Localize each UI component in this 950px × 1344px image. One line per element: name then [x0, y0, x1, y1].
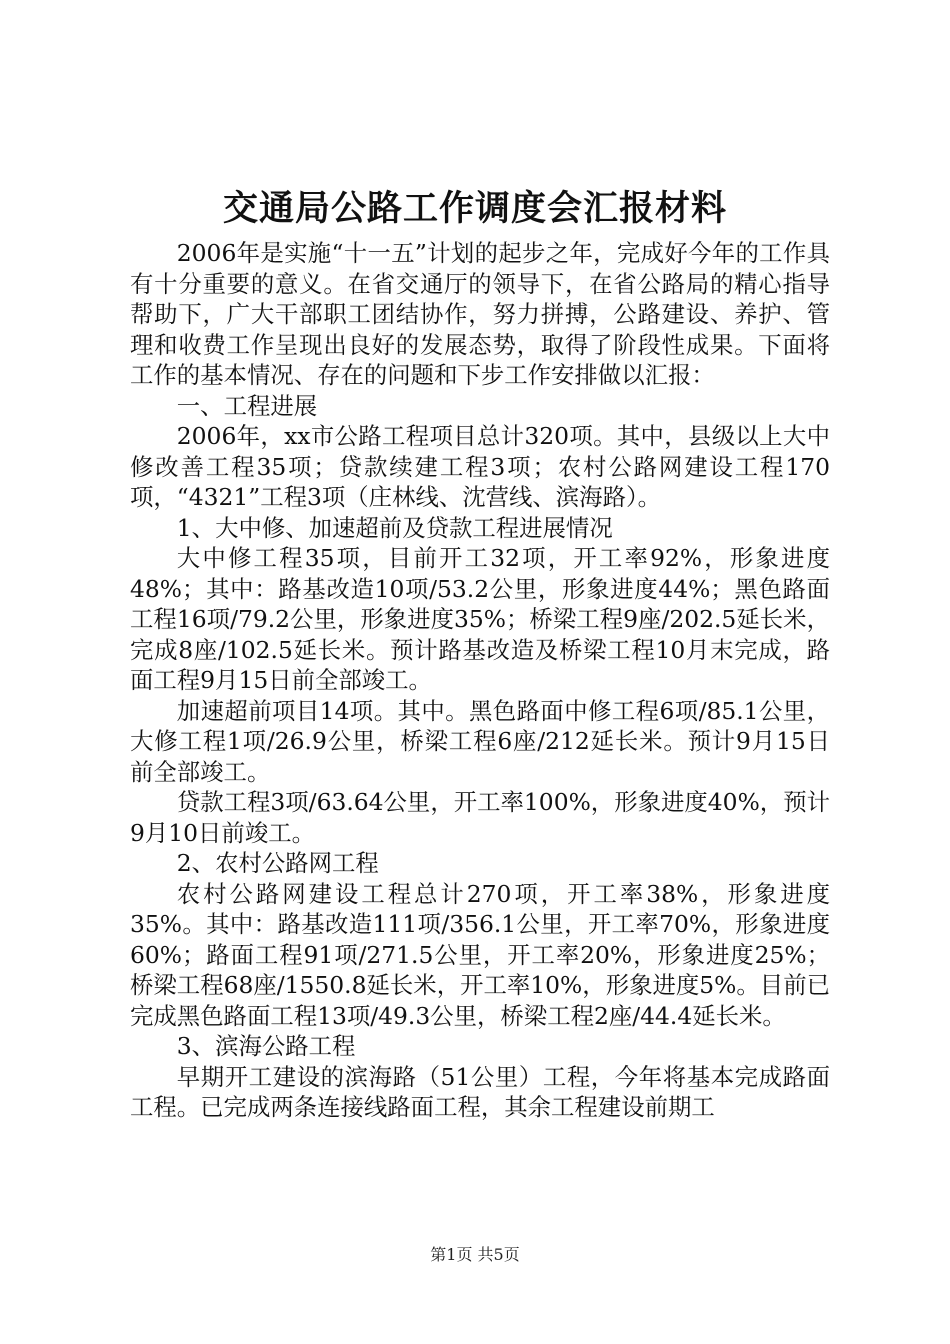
- page-footer: 第1页 共5页: [430, 1245, 520, 1264]
- heading-subsection-1: 1、大中修、加速超前及贷款工程进展情况: [176, 513, 613, 542]
- document-body: [130, 238, 830, 1123]
- paragraph-rural-network: 农村公路网建设工程总计270项，开工率38%，形象进度35%。其中：路基改造111项/356.1公里，开工率70%，形象进度60%；路面工程91项/271.5公里，开工率20%，形象进度25%；桥梁工程68座/1550.8延长米，开工率10%，形象进度5%。目前已完成黑色路面工程13项/49.3公里，桥梁工程2座/44.4延长米。: [130, 879, 830, 1030]
- heading-section-1: 一、工程进展: [176, 391, 318, 420]
- paragraph-intro: 2006年是实施“十一五”计划的起步之年，完成好今年的工作具有十分重要的意义。在省交通厅的领导下，在省公路局的精心指导帮助下，广大干部职工团结协作，努力拼搏，公路建设、养护、管理和收费工作呈现出良好的发展态势，取得了阶段性成果。下面将工作的基本情况、存在的问题和下步工作安排做以汇报：: [130, 239, 830, 389]
- heading-subsection-2: 2、农村公路网工程: [176, 849, 379, 877]
- paragraph-major-repair: 大中修工程35项，目前开工32项，开工率92%，形象进度48%；其中：路基改造10项/53.2公里，形象进度44%；黑色路面工程16项/79.2公里，形象进度35%；桥梁工程9座/202.5延长米，完成8座/102.5延长米。预计路基改造及桥梁工程10月末完成，路面工程9月15日前全部竣工。: [130, 544, 830, 694]
- paragraph-accelerated: 加速超前项目14项。其中。黑色路面中修工程6项/85.1公里，大修工程1项/26.9公里，桥梁工程6座/212延长米。预计9月15日前全部竣工。: [130, 696, 830, 786]
- heading-subsection-3: 3、滨海公路工程: [176, 1032, 356, 1060]
- document-title: 交通局公路工作调度会汇报材料: [222, 188, 727, 229]
- paragraph-coastal: 早期开工建设的滨海路（51公里）工程，今年将基本完成路面工程。已完成两条连接线路面工程，其余工程建设前期工: [130, 1062, 830, 1121]
- paragraph-loan: 贷款工程3项/63.64公里，开工率100%，形象进度40%，预计9月10日前竣工。: [130, 788, 830, 847]
- paragraph-project-total: 2006年，xx市公路工程项目总计320项。其中，县级以上大中修改善工程35项；贷款续建工程3项；农村公路网建设工程170项，“4321”工程3项（庄林线、沈营线、滨海路）。: [130, 422, 830, 511]
